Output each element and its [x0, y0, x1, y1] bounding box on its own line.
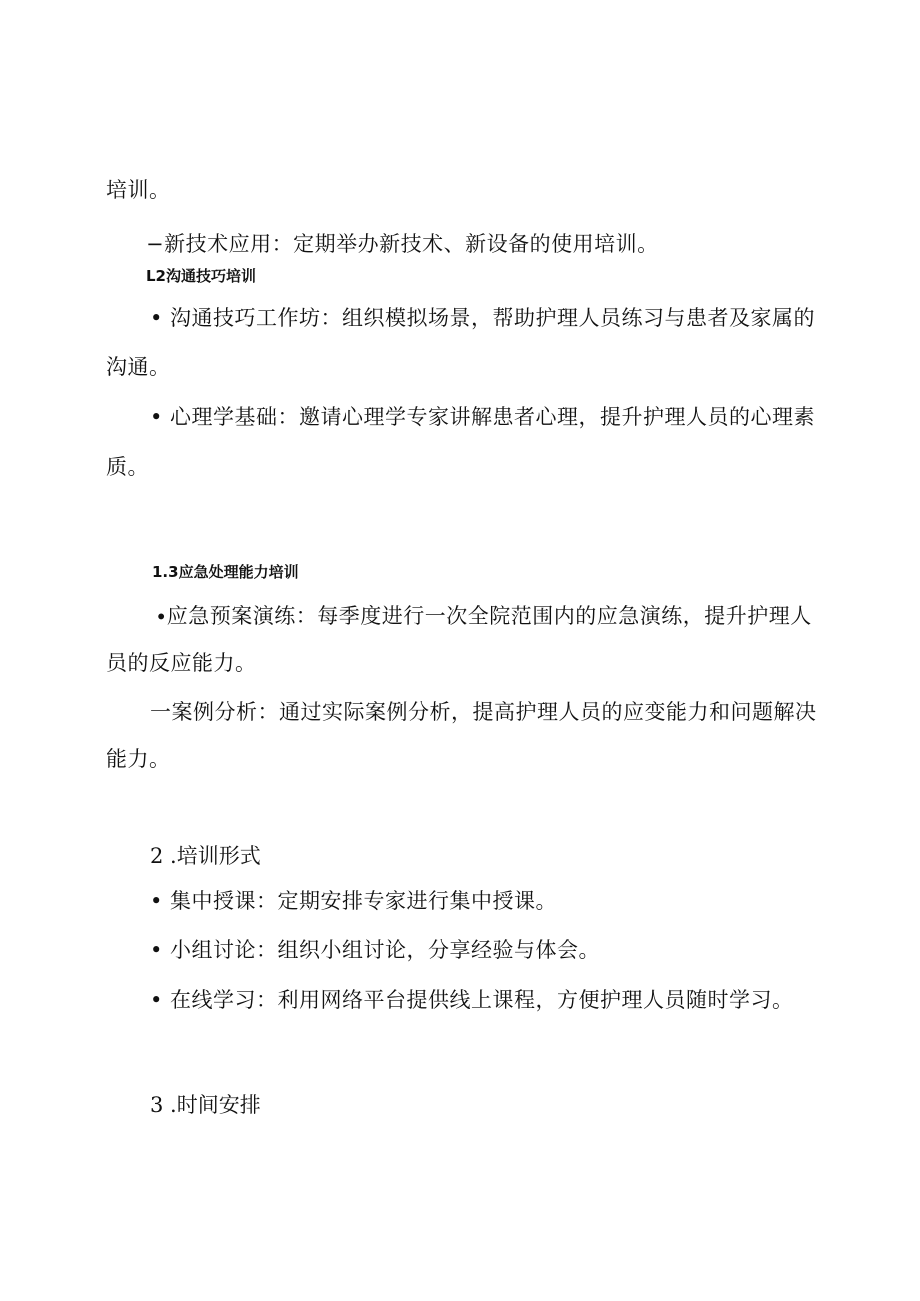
list-item-form-3: • 在线学习：利用网络平台提供线上课程，方便护理人员随时学习。	[150, 988, 794, 1012]
list-item-case-line1: 一案例分析：通过实际案例分析，提高护理人员的应变能力和问题解决	[150, 700, 817, 724]
list-item-drill-line1: ∙应急预案演练：每季度进行一次全院范围内的应急演练，提升护理人	[156, 604, 812, 628]
list-item-psych-line2: 质。	[106, 455, 149, 479]
list-item-comm-workshop-line2: 沟通。	[106, 355, 171, 379]
list-item-comm-workshop-line1: • 沟通技巧工作坊：组织模拟场景，帮助护理人员练习与患者及家属的	[150, 306, 816, 330]
list-item-form-1: • 集中授课：定期安排专家进行集中授课。	[150, 889, 558, 913]
list-item-psych-line1: • 心理学基础：邀请心理学专家讲解患者心理，提升护理人员的心理素	[150, 405, 816, 429]
list-item-new-tech: −新技术应用：定期举办新技术、新设备的使用培训。	[146, 232, 659, 256]
section-heading-1-3: 1.3应急处理能力培训	[152, 563, 299, 581]
list-item-form-2: • 小组讨论：组织小组讨论，分享经验与体会。	[150, 938, 601, 962]
list-item-drill-line2: 员的反应能力。	[106, 651, 257, 675]
list-item-case-line2: 能力。	[106, 747, 171, 771]
section-heading-3: 3 .时间安排	[150, 1093, 261, 1117]
section-heading-2: 2 .培训形式	[150, 844, 261, 868]
section-heading-1-2: L2沟通技巧培训	[146, 267, 256, 285]
paragraph-training-tail: 培训。	[106, 178, 171, 202]
